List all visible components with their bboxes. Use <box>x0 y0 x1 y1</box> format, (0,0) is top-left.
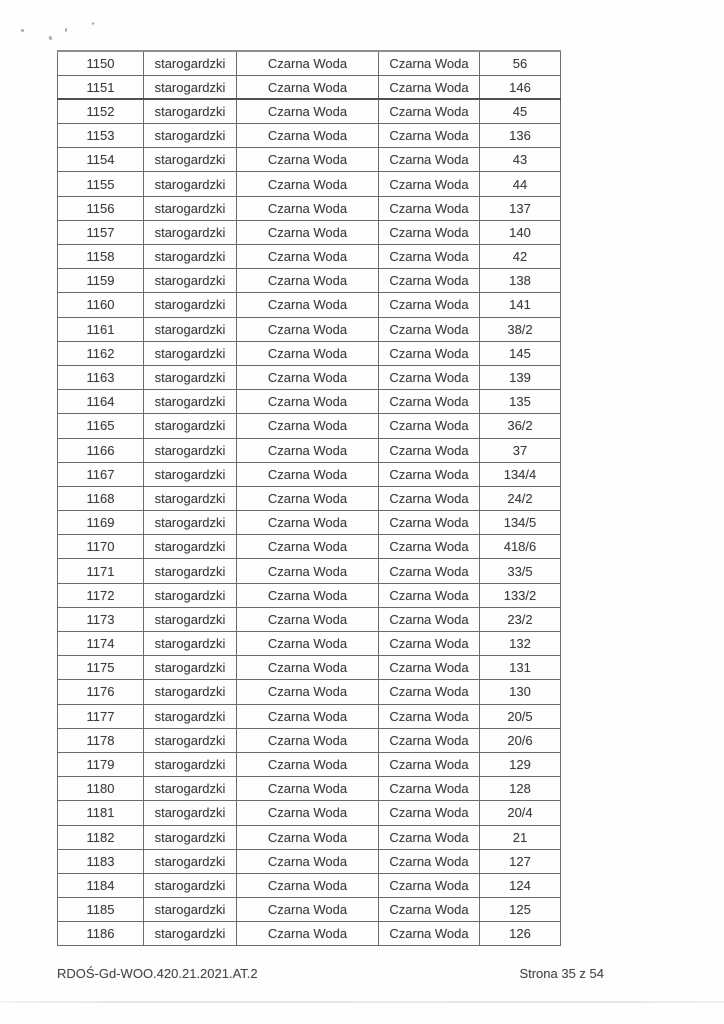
table-cell: 1182 <box>58 825 144 849</box>
table-cell: 1177 <box>58 704 144 728</box>
table-cell: 1166 <box>58 438 144 462</box>
table-cell: 130 <box>480 680 561 704</box>
table-cell: Czarna Woda <box>379 75 480 99</box>
table-cell: 136 <box>480 124 561 148</box>
table-cell: Czarna Woda <box>379 898 480 922</box>
table-cell: Czarna Woda <box>237 825 379 849</box>
table-cell: Czarna Woda <box>237 269 379 293</box>
table-cell: Czarna Woda <box>379 777 480 801</box>
table-cell: Czarna Woda <box>237 632 379 656</box>
table-cell: Czarna Woda <box>237 438 379 462</box>
table-cell: Czarna Woda <box>379 365 480 389</box>
table-cell: 20/4 <box>480 801 561 825</box>
table-cell: 141 <box>480 293 561 317</box>
scan-speck <box>48 36 53 41</box>
table-cell: Czarna Woda <box>379 148 480 172</box>
table-cell: 132 <box>480 632 561 656</box>
table-cell: Czarna Woda <box>379 317 480 341</box>
table-cell: starogardzki <box>144 148 237 172</box>
table-cell: 1159 <box>58 269 144 293</box>
table-cell: 134/4 <box>480 462 561 486</box>
table-cell: Czarna Woda <box>237 462 379 486</box>
table-cell: 1183 <box>58 849 144 873</box>
table-cell: 1160 <box>58 293 144 317</box>
table-cell: Czarna Woda <box>379 51 480 75</box>
table-cell: Czarna Woda <box>237 898 379 922</box>
table-cell: starogardzki <box>144 486 237 510</box>
page-number: Strona 35 z 54 <box>519 966 604 981</box>
table-cell: starogardzki <box>144 462 237 486</box>
table-cell: Czarna Woda <box>237 680 379 704</box>
table-row <box>58 825 561 849</box>
table-row <box>58 148 561 172</box>
table-cell: Czarna Woda <box>379 752 480 776</box>
table-row <box>58 728 561 752</box>
table-cell: 1165 <box>58 414 144 438</box>
table-row <box>58 99 561 123</box>
table-row <box>58 341 561 365</box>
table-cell: Czarna Woda <box>237 196 379 220</box>
table-cell: Czarna Woda <box>237 51 379 75</box>
table-cell: 43 <box>480 148 561 172</box>
table-cell: starogardzki <box>144 51 237 75</box>
table-cell: Czarna Woda <box>379 390 480 414</box>
table-cell: 20/6 <box>480 728 561 752</box>
table-cell: Czarna Woda <box>379 922 480 946</box>
table-cell: starogardzki <box>144 583 237 607</box>
table-cell: starogardzki <box>144 269 237 293</box>
table-cell: starogardzki <box>144 873 237 897</box>
table-cell: Czarna Woda <box>379 438 480 462</box>
table-cell: Czarna Woda <box>237 172 379 196</box>
table-cell: Czarna Woda <box>237 390 379 414</box>
table-cell: Czarna Woda <box>379 583 480 607</box>
table-cell: starogardzki <box>144 728 237 752</box>
table-cell: 1172 <box>58 583 144 607</box>
table-cell: Czarna Woda <box>379 607 480 631</box>
table-cell: 20/5 <box>480 704 561 728</box>
table-cell: 37 <box>480 438 561 462</box>
table-row <box>58 293 561 317</box>
table-row <box>58 196 561 220</box>
table-cell: starogardzki <box>144 124 237 148</box>
table-cell: Czarna Woda <box>237 511 379 535</box>
table-row <box>58 317 561 341</box>
table-cell: 38/2 <box>480 317 561 341</box>
table-cell: Czarna Woda <box>379 220 480 244</box>
document-reference: RDOŚ-Gd-WOO.420.21.2021.AT.2 <box>57 966 258 981</box>
table-row <box>58 75 561 99</box>
table-cell: starogardzki <box>144 75 237 99</box>
table-row <box>58 752 561 776</box>
table-row <box>58 922 561 946</box>
table-cell: Czarna Woda <box>379 511 480 535</box>
table-cell: starogardzki <box>144 922 237 946</box>
table-cell: starogardzki <box>144 535 237 559</box>
table-cell: Czarna Woda <box>237 583 379 607</box>
table-cell: 1158 <box>58 245 144 269</box>
table-cell: 1174 <box>58 632 144 656</box>
table-row <box>58 704 561 728</box>
table-cell: 137 <box>480 196 561 220</box>
table-row <box>58 269 561 293</box>
table-row <box>58 583 561 607</box>
table-cell: 44 <box>480 172 561 196</box>
table-cell: Czarna Woda <box>379 825 480 849</box>
table-row <box>58 559 561 583</box>
table-cell: Czarna Woda <box>237 704 379 728</box>
table-cell: 125 <box>480 898 561 922</box>
table-body <box>58 51 561 946</box>
table-cell: Czarna Woda <box>379 245 480 269</box>
table-cell: starogardzki <box>144 414 237 438</box>
table-cell: Czarna Woda <box>237 414 379 438</box>
table-cell: 1185 <box>58 898 144 922</box>
table-cell: Czarna Woda <box>237 728 379 752</box>
table-row <box>58 245 561 269</box>
table-cell: 1153 <box>58 124 144 148</box>
table-cell: 56 <box>480 51 561 75</box>
table-cell: starogardzki <box>144 825 237 849</box>
table-cell: Czarna Woda <box>379 632 480 656</box>
page-footer <box>57 966 604 981</box>
table-cell: 1175 <box>58 656 144 680</box>
table-row <box>58 607 561 631</box>
table-row <box>58 535 561 559</box>
table-cell: 1178 <box>58 728 144 752</box>
table-cell: starogardzki <box>144 704 237 728</box>
table-cell: 1162 <box>58 341 144 365</box>
table-cell: Czarna Woda <box>379 293 480 317</box>
table-cell: 126 <box>480 922 561 946</box>
table-row <box>58 486 561 510</box>
table-cell: 1173 <box>58 607 144 631</box>
table-row <box>58 220 561 244</box>
table-cell: 24/2 <box>480 486 561 510</box>
table-cell: 1151 <box>58 75 144 99</box>
table-cell: starogardzki <box>144 511 237 535</box>
table-cell: starogardzki <box>144 559 237 583</box>
table-row <box>58 51 561 75</box>
table-row <box>58 438 561 462</box>
table-cell: 128 <box>480 777 561 801</box>
table-cell: Czarna Woda <box>379 99 480 123</box>
table-cell: Czarna Woda <box>237 75 379 99</box>
table-row <box>58 801 561 825</box>
table-cell: 1163 <box>58 365 144 389</box>
table-cell: 1152 <box>58 99 144 123</box>
table-cell: starogardzki <box>144 438 237 462</box>
table-cell: 135 <box>480 390 561 414</box>
table-row <box>58 462 561 486</box>
table-cell: starogardzki <box>144 220 237 244</box>
table-cell: 45 <box>480 99 561 123</box>
table-cell: Czarna Woda <box>379 414 480 438</box>
table-cell: Czarna Woda <box>237 124 379 148</box>
table-cell: Czarna Woda <box>237 317 379 341</box>
table-cell: Czarna Woda <box>379 486 480 510</box>
table-cell: starogardzki <box>144 390 237 414</box>
table-cell: starogardzki <box>144 341 237 365</box>
table-cell: Czarna Woda <box>237 849 379 873</box>
table-cell: Czarna Woda <box>237 777 379 801</box>
table-cell: starogardzki <box>144 317 237 341</box>
table-cell: Czarna Woda <box>237 245 379 269</box>
table-cell: 127 <box>480 849 561 873</box>
table-cell: Czarna Woda <box>237 607 379 631</box>
table-cell: 1184 <box>58 873 144 897</box>
table-cell: 1167 <box>58 462 144 486</box>
table-row <box>58 172 561 196</box>
table-cell: 1186 <box>58 922 144 946</box>
table-cell: 1154 <box>58 148 144 172</box>
table-cell: starogardzki <box>144 607 237 631</box>
table-cell: 21 <box>480 825 561 849</box>
table-row <box>58 390 561 414</box>
table-cell: starogardzki <box>144 196 237 220</box>
table-cell: starogardzki <box>144 99 237 123</box>
table-cell: Czarna Woda <box>237 148 379 172</box>
table-row <box>58 898 561 922</box>
table-cell: starogardzki <box>144 365 237 389</box>
table-cell: 36/2 <box>480 414 561 438</box>
table-cell: starogardzki <box>144 293 237 317</box>
table-row <box>58 849 561 873</box>
table-cell: 140 <box>480 220 561 244</box>
table-cell: starogardzki <box>144 680 237 704</box>
scan-speck <box>21 29 25 33</box>
table-row <box>58 680 561 704</box>
table-row <box>58 656 561 680</box>
table-cell: starogardzki <box>144 172 237 196</box>
scan-speck <box>65 28 68 32</box>
table-cell: Czarna Woda <box>237 535 379 559</box>
table-cell: Czarna Woda <box>379 656 480 680</box>
table-cell: Czarna Woda <box>237 801 379 825</box>
table-cell: 1164 <box>58 390 144 414</box>
table-cell: Czarna Woda <box>379 535 480 559</box>
table-cell: Czarna Woda <box>379 801 480 825</box>
parcel-table <box>57 50 561 946</box>
table-row <box>58 511 561 535</box>
table-cell: 124 <box>480 873 561 897</box>
table-cell: 1176 <box>58 680 144 704</box>
table-cell: Czarna Woda <box>379 559 480 583</box>
table-cell: 418/6 <box>480 535 561 559</box>
table-cell: 1171 <box>58 559 144 583</box>
table-row <box>58 873 561 897</box>
table-cell: Czarna Woda <box>237 559 379 583</box>
table-cell: 1169 <box>58 511 144 535</box>
table-cell: 1161 <box>58 317 144 341</box>
table-cell: Czarna Woda <box>379 196 480 220</box>
table-cell: 1179 <box>58 752 144 776</box>
table-cell: 131 <box>480 656 561 680</box>
table-cell: Czarna Woda <box>237 752 379 776</box>
table-cell: 133/2 <box>480 583 561 607</box>
table-cell: 1150 <box>58 51 144 75</box>
table-cell: 138 <box>480 269 561 293</box>
table-cell: Czarna Woda <box>379 462 480 486</box>
table-cell: Czarna Woda <box>237 220 379 244</box>
table-cell: Czarna Woda <box>237 341 379 365</box>
table-cell: Czarna Woda <box>379 704 480 728</box>
table-row <box>58 777 561 801</box>
table-cell: 42 <box>480 245 561 269</box>
table-cell: Czarna Woda <box>237 656 379 680</box>
scan-speck <box>91 22 94 26</box>
table-cell: Czarna Woda <box>237 873 379 897</box>
table-cell: starogardzki <box>144 752 237 776</box>
table-cell: 146 <box>480 75 561 99</box>
table-cell: 145 <box>480 341 561 365</box>
table-cell: Czarna Woda <box>379 124 480 148</box>
table-cell: starogardzki <box>144 245 237 269</box>
table-cell: starogardzki <box>144 777 237 801</box>
table-cell: Czarna Woda <box>237 486 379 510</box>
table-cell: 134/5 <box>480 511 561 535</box>
table-cell: 1156 <box>58 196 144 220</box>
table-cell: starogardzki <box>144 849 237 873</box>
table-row <box>58 632 561 656</box>
table-cell: Czarna Woda <box>237 365 379 389</box>
table-cell: 33/5 <box>480 559 561 583</box>
table-cell: 1157 <box>58 220 144 244</box>
table-cell: Czarna Woda <box>237 99 379 123</box>
table-cell: starogardzki <box>144 801 237 825</box>
table-cell: Czarna Woda <box>379 269 480 293</box>
table-cell: 1181 <box>58 801 144 825</box>
table-cell: 129 <box>480 752 561 776</box>
table-cell: Czarna Woda <box>379 172 480 196</box>
table-cell: Czarna Woda <box>379 728 480 752</box>
table-row <box>58 365 561 389</box>
table-cell: starogardzki <box>144 656 237 680</box>
table-row <box>58 124 561 148</box>
table-cell: 1168 <box>58 486 144 510</box>
table-cell: Czarna Woda <box>379 680 480 704</box>
table-cell: 1180 <box>58 777 144 801</box>
table-cell: 139 <box>480 365 561 389</box>
table-row <box>58 414 561 438</box>
table-cell: 1155 <box>58 172 144 196</box>
table-cell: starogardzki <box>144 898 237 922</box>
table-cell: Czarna Woda <box>379 849 480 873</box>
table-cell: Czarna Woda <box>237 922 379 946</box>
table-cell: starogardzki <box>144 632 237 656</box>
table-cell: 23/2 <box>480 607 561 631</box>
scan-edge-line <box>0 1001 724 1003</box>
table-cell: Czarna Woda <box>379 341 480 365</box>
table-cell: Czarna Woda <box>379 873 480 897</box>
table-cell: 1170 <box>58 535 144 559</box>
table-cell: Czarna Woda <box>237 293 379 317</box>
